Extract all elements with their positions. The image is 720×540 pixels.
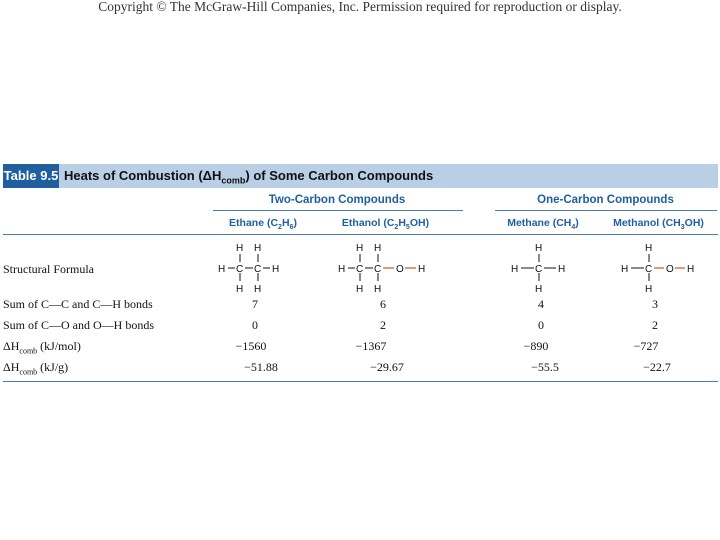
methanol-c: C (645, 264, 653, 275)
row-label-hcomb-kjmol (3, 339, 81, 355)
hcomb-mol-suffix: (kJ/mol) (37, 339, 81, 353)
cell-cc-methanol: 3 (652, 297, 658, 311)
cell-cc-ethanol: 6 (380, 297, 386, 311)
methanol-svg (621, 240, 706, 296)
ethanol-h3: H (338, 264, 346, 275)
methane-h3: H (558, 264, 566, 275)
col-ethane-name: Ethane (C (229, 217, 279, 229)
title-prefix: Heats of Combustion (ΔH (64, 168, 222, 183)
row-label-hcomb-kjg (3, 360, 68, 376)
row-label-structural-formula: Structural Formula (3, 262, 94, 276)
col-ethane (208, 217, 318, 231)
ethane-h6: H (254, 284, 262, 295)
structure-ethane (218, 240, 298, 301)
methanol-h3: H (687, 264, 695, 275)
col-ethane-mid: H (281, 217, 290, 229)
table-title (64, 164, 433, 188)
group-two-carbon-rule (213, 210, 463, 211)
cell-co-methane: 0 (538, 318, 544, 332)
hcomb-g-suffix: (kJ/g) (37, 360, 69, 374)
methane-c: C (535, 264, 543, 275)
methanol-h2: H (621, 264, 629, 275)
methane-h1: H (535, 243, 543, 254)
hcomb-mol-sub: comb (19, 346, 38, 356)
col-methanol-end: OH) (684, 217, 704, 229)
hcomb-g-prefix: ΔH (3, 360, 20, 374)
cell-hmol-methane: −890 (523, 339, 549, 353)
ethane-h2: H (254, 243, 262, 254)
ethane-h1: H (236, 243, 244, 254)
col-methanol-s1: 3 (680, 224, 685, 232)
ethane-h4: H (272, 264, 280, 275)
ethane-c2: C (254, 264, 262, 275)
col-ethane-end: ) (293, 217, 297, 229)
col-methane-name: Methane (CH (507, 217, 572, 229)
cell-co-ethane: 0 (252, 318, 258, 332)
header-rule (3, 234, 718, 235)
cell-hg-methanol: −22.7 (643, 360, 671, 374)
ethanol-h2: H (374, 243, 382, 254)
ethane-c1: C (236, 264, 244, 275)
methane-svg (511, 240, 571, 296)
hcomb-mol-prefix: ΔH (3, 339, 20, 353)
col-methane-s1: 4 (571, 224, 576, 232)
cell-co-ethanol: 2 (380, 318, 386, 332)
cell-hg-ethanol: −29.67 (370, 360, 404, 374)
group-two-carbon: Two-Carbon Compounds (268, 194, 406, 206)
ethane-h5: H (236, 284, 244, 295)
cell-cc-ethane: 7 (252, 297, 258, 311)
ethane-h3: H (218, 264, 226, 275)
cell-hg-methane: −55.5 (531, 360, 559, 374)
group-one-carbon-rule (495, 210, 717, 211)
heats-of-combustion-table (3, 164, 718, 384)
col-ethanol-name: Ethanol (C (341, 217, 395, 229)
structure-methane (511, 240, 571, 301)
col-ethane-s1: 2 (278, 224, 282, 232)
ethanol-c1: C (356, 264, 364, 275)
structure-methanol (621, 240, 706, 301)
structure-ethanol (338, 240, 438, 301)
col-ethanol-s1: 2 (394, 224, 399, 232)
ethanol-h5: H (356, 284, 364, 295)
ethane-svg (218, 240, 298, 296)
ethanol-h4: H (418, 264, 426, 275)
col-ethanol (328, 217, 443, 231)
col-ethanol-end: OH) (409, 217, 430, 229)
methane-h4: H (535, 284, 543, 295)
col-methanol-name: Methanol (CH (613, 217, 681, 229)
ethanol-c2: C (374, 264, 382, 275)
cell-hmol-ethanol: −1367 (355, 339, 387, 353)
cell-co-methanol: 2 (652, 318, 658, 332)
col-methane (488, 217, 598, 231)
row-label-cc-ch-bonds: Sum of C—C and C—H bonds (3, 297, 153, 311)
title-suffix: ) of Some Carbon Compounds (245, 168, 434, 183)
col-methane-end: ) (575, 217, 579, 229)
cell-hmol-methanol: −727 (633, 339, 659, 353)
copyright-notice: Copyright © The McGraw-Hill Companies, Inc. Permission required for reproduction or display. (98, 0, 622, 14)
title-sub: comb (221, 175, 246, 186)
col-methanol (601, 217, 716, 231)
ethanol-o: O (396, 264, 404, 275)
ethanol-svg (338, 240, 438, 296)
col-ethane-s2: 6 (289, 224, 294, 232)
col-ethanol-mid: H (398, 217, 406, 229)
ethanol-h6: H (374, 284, 382, 295)
methane-h2: H (511, 264, 519, 275)
ethanol-h1: H (356, 243, 364, 254)
group-one-carbon: One-Carbon Compounds (537, 194, 674, 206)
row-label-co-oh-bonds: Sum of C—O and O—H bonds (3, 318, 155, 332)
methanol-h4: H (645, 284, 653, 295)
table-number: Table 9.5 (3, 164, 59, 188)
col-ethanol-s2: 5 (405, 224, 410, 232)
methanol-h1: H (645, 243, 653, 254)
bottom-rule (3, 381, 718, 382)
hcomb-g-sub: comb (19, 367, 38, 377)
cell-cc-methane: 4 (538, 297, 544, 311)
cell-hmol-ethane: −1560 (235, 339, 267, 353)
methanol-o: O (666, 264, 674, 275)
cell-hg-ethane: −51.88 (244, 360, 278, 374)
